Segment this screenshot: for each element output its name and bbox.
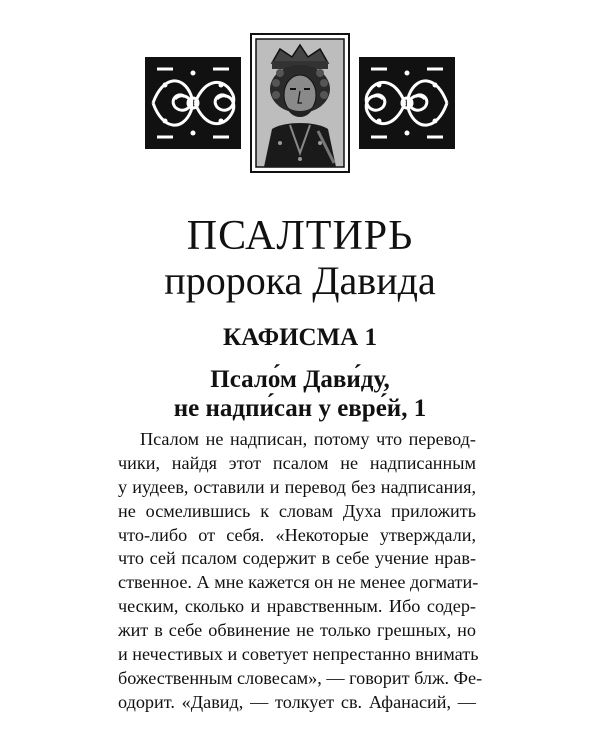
text-line: ственное. А мне кажется он не менее догмати- bbox=[118, 572, 479, 593]
text-line: чики, найдя этот псалом не надписанным bbox=[118, 452, 476, 473]
text-line: у иудеев, оставили и перевод без надписания, bbox=[118, 476, 476, 497]
text-line: что-либо от себя. «Некоторые утверждали, bbox=[118, 524, 476, 545]
psalm-heading bbox=[0, 365, 600, 423]
left-ornament-icon bbox=[143, 55, 243, 151]
commentary-text bbox=[118, 428, 483, 715]
text-line: божественным словесам», — говорит блж. Фе- bbox=[118, 667, 483, 688]
page-subtitle: пророка Давида bbox=[164, 258, 436, 303]
text-line: одорит. «Давид, — толкует св. Афанасий, — bbox=[118, 691, 476, 712]
text-line: и нечестивых и советует непрестанно внимать bbox=[118, 644, 479, 665]
right-ornament-icon bbox=[357, 55, 457, 151]
text-line: что сей псалом содержит в себе учение нрав- bbox=[118, 548, 476, 569]
text-line: жит в себе обвинение не только грешных, но bbox=[118, 620, 476, 641]
kathisma-heading: КАФИСМА 1 bbox=[223, 324, 377, 351]
psalm-heading-line-2: не надпи́сан у евре́й, 1 bbox=[173, 395, 427, 422]
text-line: ческим, сколько и нравственным. Ибо содер- bbox=[118, 596, 476, 617]
page-title: ПСАЛТИРЬ bbox=[186, 213, 414, 259]
psalm-heading-line-1: Псало́м Дави́ду, bbox=[210, 366, 390, 393]
text-line: Псалом не надписан, потому что перевод- bbox=[140, 429, 476, 449]
king-david-icon bbox=[250, 33, 350, 173]
text-line: не осмелившись к словам Духа приложить bbox=[118, 500, 476, 521]
header-ornament-band bbox=[143, 33, 457, 173]
